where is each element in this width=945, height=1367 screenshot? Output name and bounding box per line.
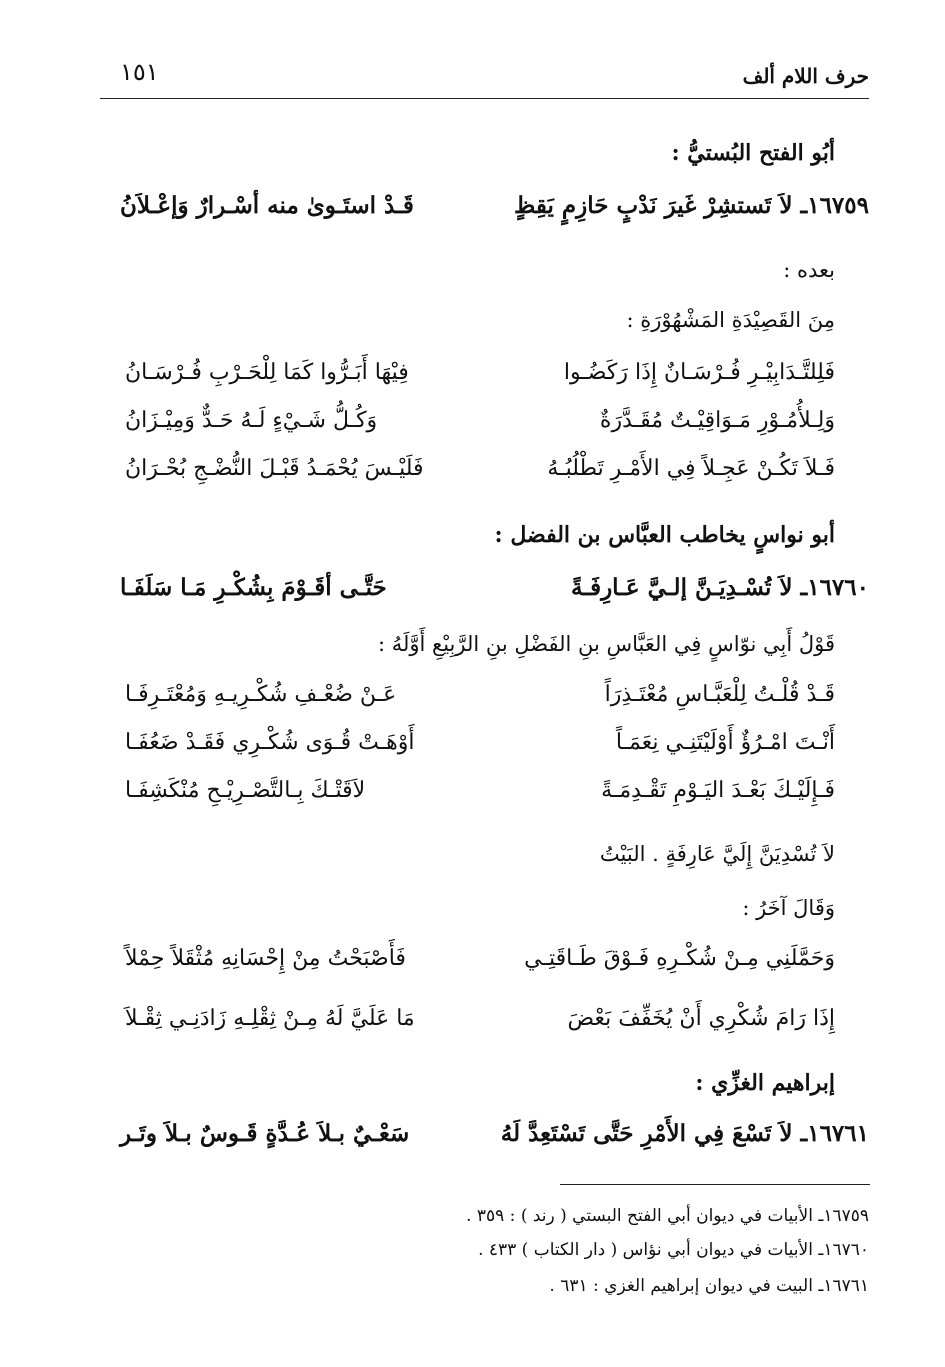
footnote: ١٦٧٦٠ـ الأبيات في ديوان أبي نؤاس ( دار الكتاب ) ٤٣٣ . <box>478 1240 869 1260</box>
poem-verse <box>125 408 835 448</box>
verse-second-hemistich: فِيْهَا أَبَـرُّوا كَمَا لِلْحَـرْبِ فُـرْسَـانُ <box>125 360 409 385</box>
verse-first-hemistich: فَـلاَ تَكُـنْ عَجِـلاً فِي الأَمْـرِ تَطْلُبُـهُ <box>547 456 835 481</box>
verse-first-hemistich: فَلِلتَّـدَابِيْـرِ فُـرْسَـانٌ إِذَا رَكَضُـوا <box>563 360 835 385</box>
main-verse <box>120 1120 869 1160</box>
verse-first-hemistich: إِذَا رَامَ شُكْرِي أَنْ يُخَفِّفَ بَعْضَ <box>567 1006 835 1031</box>
verse-second-hemistich: حَتَّـى أقَـوْمَ بِشُكْـرِ مَـا سَلَفَـا <box>120 574 387 601</box>
verse-second-hemistich: فَأَصْبَحْتُ مِنْ إِحْسَانِهِ مُثْقَلاً حِمْلاً <box>125 946 406 971</box>
poem-verse <box>125 456 835 496</box>
chapter-title: حرف اللام ألف <box>742 64 869 88</box>
quote-line: لاَ تُسْدِيَنَّ إِلَيَّ عَارِفَةٍ . البَيْتُ <box>599 842 835 866</box>
verse-first-hemistich: فَـإِلَيْـكَ بَعْـدَ اليَـوْمِ تَقْـدِمَـةً <box>601 778 835 803</box>
poem-verse <box>125 778 835 818</box>
poem-verse <box>125 730 835 770</box>
verse-first-hemistich: وَحَمَّلَنِي مِـنْ شُكْـرِهِ فَـوْقَ طَـاقَتِـي <box>524 946 835 971</box>
verse-first-hemistich: وَلِـلأُمُـوْرِ مَـوَاقِيْـتٌ مُقَـدَّرَةٌ <box>599 408 835 433</box>
source-line: مِنَ القَصِيْدَةِ المَشْهُوْرَةِ : <box>626 308 835 332</box>
verse-first-hemistich: أَنْـتَ امْـرُؤٌ أَوْلَيْتَنِـي نِعَمَـاً <box>615 730 835 755</box>
poem-verse <box>125 1006 835 1046</box>
poem-verse <box>125 360 835 400</box>
poem-verse <box>125 682 835 722</box>
author-heading: أبو نواسٍ يخاطب العبَّاس بن الفضل : <box>494 522 835 548</box>
page-header <box>100 58 869 98</box>
verse-second-hemistich: لاَقَتْـكَ بِـالتَّصْـرِيْـحِ مُنْكَشِفَـا <box>125 778 366 803</box>
author-heading: إبراهيم الغزِّي : <box>695 1070 835 1096</box>
verse-second-hemistich: وَكُـلُّ شَـيْءٍ لَـهُ حَـدٌّ وَمِيْـزَانُ <box>125 408 378 433</box>
verse-second-hemistich: مَا عَلَيَّ لَهُ مِـنْ ثِقْلِـهِ زَادَنِـي ثِقْـلاَ <box>125 1006 415 1031</box>
header-divider <box>100 98 869 99</box>
page-number: ١٥١ <box>120 58 159 86</box>
poem-verse <box>125 946 835 986</box>
other-poet-line: وَقَالَ آخَرُ : <box>742 896 835 920</box>
source-line: قَوْلُ أَبِي نوّاسٍ فِي العَبَّاسِ بنِ الفَضْلِ بنِ الرَّبِيْعِ أَوَّلَهُ : <box>377 632 835 656</box>
verse-second-hemistich: قَـدْ استَـوىٰ منه أسْـرارٌ وَإعْـلاَنُ <box>120 192 414 219</box>
author-heading: أبُو الفتح البُستيُّ : <box>671 140 835 166</box>
verse-first-hemistich: ١٦٧٦١ـ لاَ تَسْعَ فِي الأَمْرِ حَتَّى تَسْتَعِدَّ لَهُ <box>500 1120 869 1147</box>
footnote: ١٦٧٦١ـ البيت في ديوان إبراهيم الغزي : ٦٣١ . <box>549 1276 869 1296</box>
footnote-divider <box>560 1184 870 1185</box>
verse-second-hemistich: فَلَيْـسَ يُحْمَـدُ قَبْـلَ النُّضْـجِ بُحْـرَانُ <box>125 456 424 481</box>
verse-first-hemistich: قَـدْ قُلْـتُ لِلْعَبَّـاسِ مُعْتَـذِرَاً <box>604 682 835 707</box>
footnote: ١٦٧٥٩ـ الأبيات في ديوان أبي الفتح البستي ( رند ) : ٣٥٩ . <box>466 1206 869 1226</box>
verse-first-hemistich: ١٦٧٦٠ـ لاَ تُسْـدِيَـنَّ إلـيَّ عَـارِفَـةً <box>571 574 869 601</box>
verse-second-hemistich: أَوْهَـتْ قُـوَى شُكْـرِي فَقَـدْ ضَعُفَـا <box>125 730 415 755</box>
main-verse <box>120 574 869 614</box>
main-verse <box>120 192 869 232</box>
verse-first-hemistich: ١٦٧٥٩ـ لاَ تَستشِرْ غَيرَ نَدْبٍ حَازِمٍ يَقِظٍ <box>514 192 869 219</box>
verse-second-hemistich: سَعْـيٌ بـلاَ عُـدَّةٍ قَـوسٌ بـلاَ وتَـر <box>120 1120 410 1147</box>
verse-second-hemistich: عَـنْ ضُعْـفِ شُكْـرِيـهِ وَمُعْتَـرِفَـا <box>125 682 397 707</box>
note-line: بعده : <box>783 258 835 282</box>
